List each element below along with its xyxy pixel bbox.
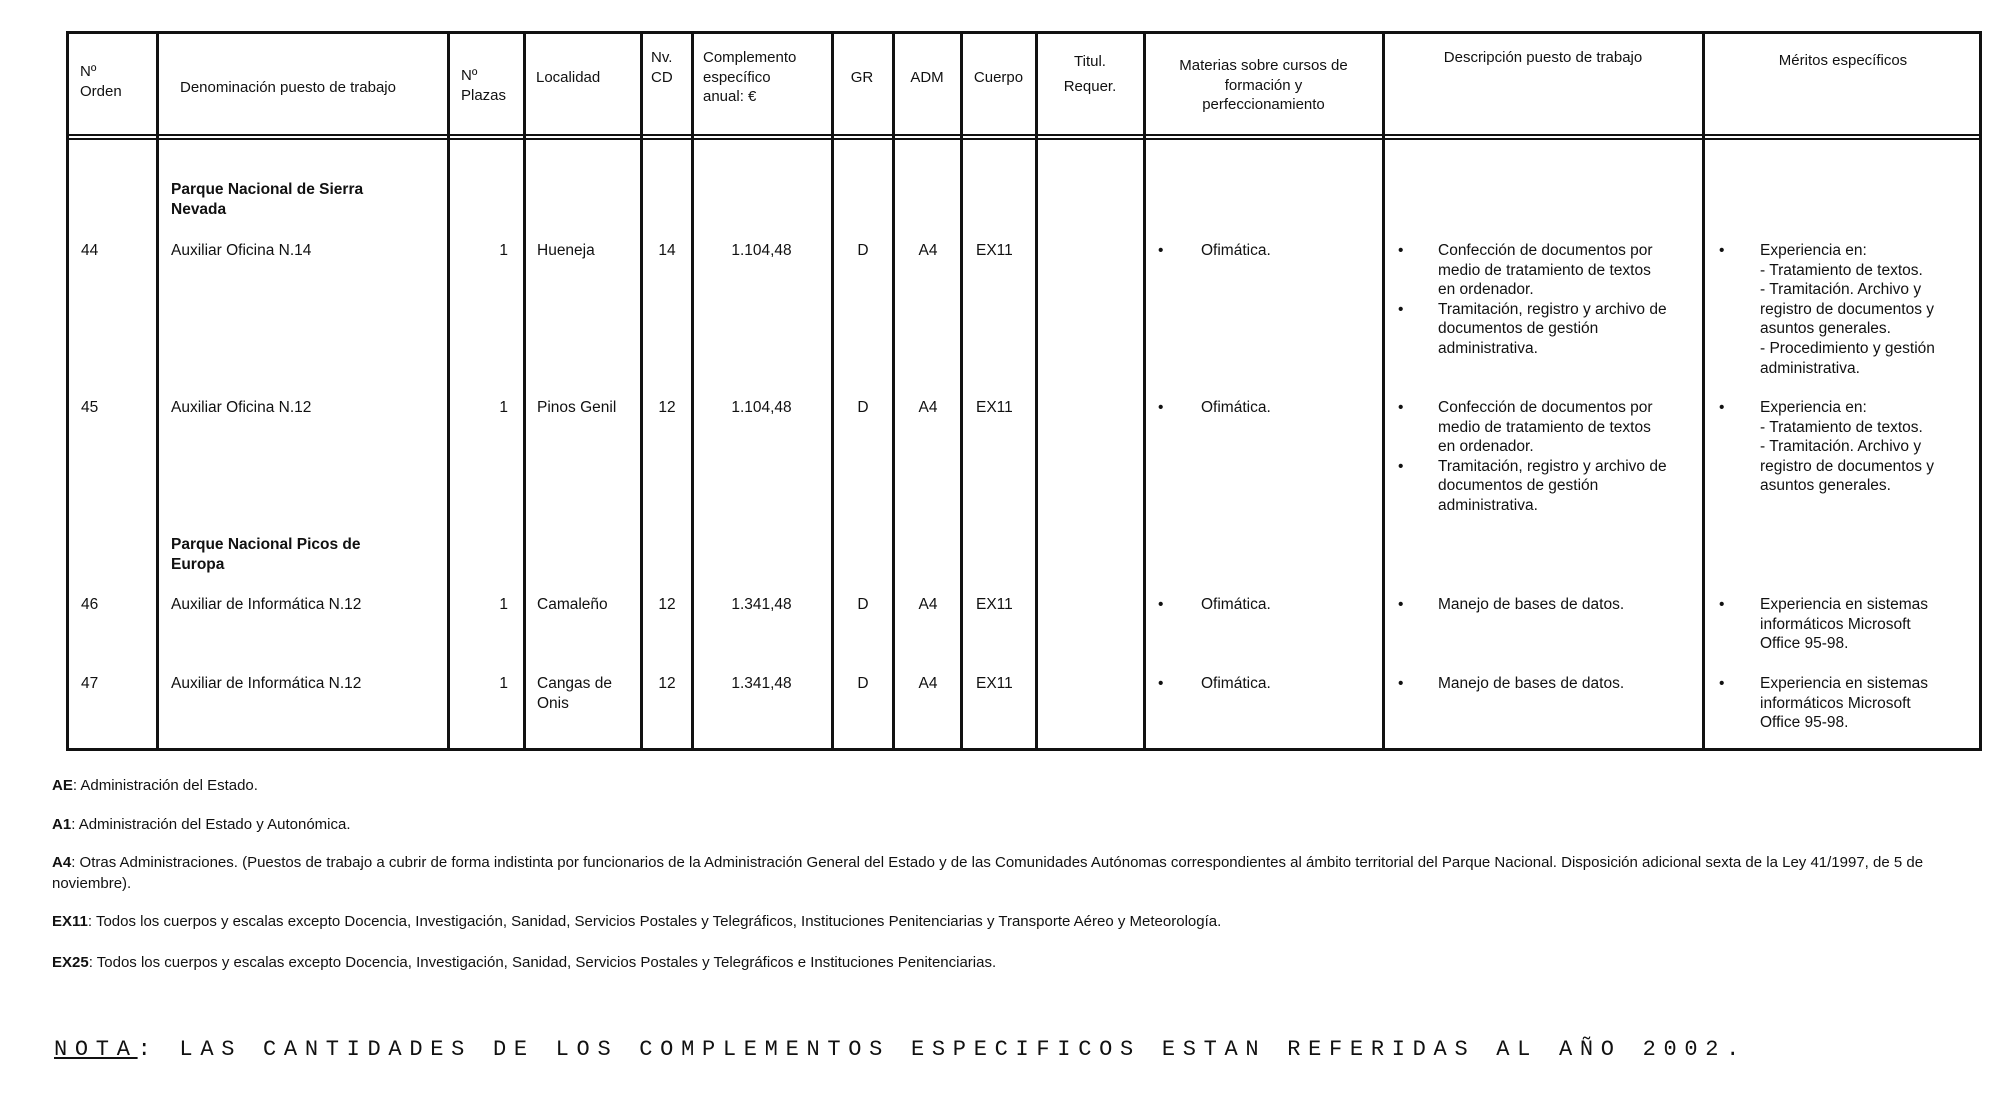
- cell-descripcion-item: Manejo de bases de datos.: [1438, 596, 1625, 613]
- header-nivel-cd: Nv. CD: [651, 49, 673, 86]
- footnote-code: EX11: [52, 913, 88, 930]
- cell-materias-item: Ofimática.: [1201, 399, 1271, 416]
- cell-denominacion: Auxiliar de Informática N.12: [171, 596, 362, 613]
- cell-materias-item: Ofimática.: [1201, 596, 1271, 613]
- cell-meritos-item: Experiencia en: - Tratamiento de textos. - Tramitación. Archivo y registro de documentos y asuntos generales. - Procedimiento y gestión administrativa.: [1760, 242, 1935, 377]
- nota-text: : LAS CANTIDADES DE LOS COMPLEMENTOS ESPECIFICOS ESTAN REFERIDAS AL AÑO 2002.: [137, 1037, 1748, 1062]
- cell-complemento: 1.341,48: [731, 675, 792, 692]
- column-divider: [892, 31, 895, 751]
- bullet-icon: •: [1158, 675, 1164, 692]
- bullet-icon: •: [1398, 596, 1404, 613]
- cell-complemento: 1.104,48: [731, 242, 792, 259]
- cell-plazas: 1: [499, 596, 508, 613]
- header-orden: Nº Orden: [80, 63, 122, 100]
- footnote-text: : Administración del Estado y Autonómica.: [71, 816, 351, 833]
- header-meritos: Méritos específicos: [1778, 52, 1908, 69]
- footnote-code: EX25: [52, 954, 89, 971]
- cell-localidad: Pinos Genil: [537, 399, 617, 416]
- cell-cuerpo: EX11: [976, 399, 1013, 416]
- column-divider: [831, 31, 834, 751]
- footnote-text: : Todos los cuerpos y escalas excepto Docencia, Investigación, Sanidad, Servicios Postales y Telegráficos e Instituciones Penitenciarias.: [88, 954, 997, 971]
- bullet-icon: •: [1158, 399, 1164, 416]
- cell-meritos-item: Experiencia en sistemas informáticos Microsoft Office 95-98.: [1760, 675, 1928, 732]
- cell-orden: 45: [81, 399, 99, 416]
- bullet-icon: •: [1398, 675, 1404, 692]
- cell-localidad: Camaleño: [537, 596, 608, 613]
- cell-gr: D: [857, 596, 869, 613]
- bullet-icon: •: [1398, 457, 1404, 475]
- cell-cuerpo: EX11: [976, 596, 1013, 613]
- cell-cuerpo: EX11: [976, 675, 1013, 692]
- cell-orden: 47: [81, 675, 99, 692]
- column-divider: [447, 31, 450, 751]
- cell-descripcion-item: Confección de documentos por medio de tratamiento de textos en ordenador.: [1438, 242, 1653, 299]
- cell-localidad: Hueneja: [537, 242, 595, 259]
- cell-complemento: 1.341,48: [731, 596, 792, 613]
- header-plazas: Nº Plazas: [461, 67, 507, 104]
- header-complemento: Complemento específico anual: €: [703, 49, 797, 105]
- cell-meritos-item: Experiencia en sistemas informáticos Microsoft Office 95-98.: [1760, 596, 1928, 653]
- footnote: [52, 852, 1977, 894]
- column-divider: [1035, 31, 1038, 751]
- cell-nivel: 12: [658, 675, 676, 692]
- cell-gr: D: [857, 242, 869, 259]
- footnote-text: : Otras Administraciones. (Puestos de trabajo a cubrir de forma indistinta por funcionarios de la Administración General del Estado y de las Comunidades Autónomas correspondientes al ámbito territorial del Parque Nacional. Disposición adicional sexta de la Ley 41/1997, de 5 de noviembre).: [52, 854, 1924, 892]
- cell-nivel: 12: [658, 399, 676, 416]
- cell-localidad: Cangas de Onis: [537, 675, 612, 712]
- header-divider: [66, 138, 1982, 140]
- cell-gr: D: [857, 399, 869, 416]
- bullet-icon: •: [1719, 675, 1725, 692]
- cell-nivel: 12: [658, 596, 676, 613]
- header-denominacion: Denominación puesto de trabajo: [180, 79, 396, 96]
- column-divider: [523, 31, 526, 751]
- footnote: [52, 952, 1977, 973]
- cell-descripcion-item: Tramitación, registro y archivo de documentos de gestión administrativa.: [1438, 300, 1667, 357]
- cell-adm: A4: [918, 675, 938, 692]
- header-divider: [66, 134, 1982, 136]
- section-heading: Parque Nacional de Sierra Nevada: [171, 181, 364, 218]
- cell-meritos-item: Experiencia en: - Tratamiento de textos. - Tramitación. Archivo y registro de documentos y asuntos generales.: [1760, 399, 1935, 495]
- bullet-icon: •: [1398, 300, 1404, 318]
- nota-label: NOTA: [54, 1037, 138, 1062]
- header-adm: ADM: [910, 69, 944, 86]
- header-gr: GR: [850, 69, 874, 86]
- cell-cuerpo: EX11: [976, 242, 1013, 259]
- cell-orden: 46: [81, 596, 99, 613]
- cell-plazas: 1: [499, 675, 508, 692]
- header-localidad: Localidad: [536, 69, 601, 86]
- bullet-icon: •: [1398, 399, 1404, 416]
- cell-descripcion-item: Confección de documentos por medio de tratamiento de textos en ordenador.: [1438, 399, 1653, 456]
- cell-adm: A4: [918, 596, 938, 613]
- cell-descripcion-item: Manejo de bases de datos.: [1438, 675, 1625, 692]
- cell-plazas: 1: [499, 399, 508, 416]
- header-descripcion: Descripción puesto de trabajo: [1443, 49, 1643, 66]
- nota: [54, 1037, 1748, 1062]
- header-materias: Materias sobre cursos de formación y perfeccionamiento: [1179, 57, 1348, 113]
- bullet-icon: •: [1719, 596, 1725, 613]
- bullet-icon: •: [1719, 242, 1725, 259]
- footnote: [52, 911, 1977, 932]
- column-divider: [691, 31, 694, 751]
- bullet-icon: •: [1158, 596, 1164, 613]
- header-titul: Titul. Requer.: [1063, 53, 1117, 95]
- section-heading: Parque Nacional Picos de Europa: [171, 536, 361, 573]
- cell-materias-item: Ofimática.: [1201, 242, 1271, 259]
- footnote: [52, 775, 1977, 796]
- column-divider: [1702, 31, 1705, 751]
- cell-orden: 44: [81, 242, 99, 259]
- header-cuerpo: Cuerpo: [973, 69, 1024, 86]
- cell-gr: D: [857, 675, 869, 692]
- cell-adm: A4: [918, 242, 938, 259]
- column-divider: [1143, 31, 1146, 751]
- column-divider: [960, 31, 963, 751]
- cell-denominacion: Auxiliar Oficina N.14: [171, 242, 312, 259]
- footnote-text: : Administración del Estado.: [72, 777, 258, 794]
- cell-descripcion-item: Tramitación, registro y archivo de documentos de gestión administrativa.: [1438, 457, 1667, 514]
- bullet-icon: •: [1158, 242, 1164, 259]
- cell-denominacion: Auxiliar Oficina N.12: [171, 399, 312, 416]
- bullet-icon: •: [1719, 399, 1725, 416]
- column-divider: [1382, 31, 1385, 751]
- cell-adm: A4: [918, 399, 938, 416]
- footnote-code: A1: [52, 816, 72, 833]
- bullet-icon: •: [1398, 242, 1404, 259]
- footnote-text: : Todos los cuerpos y escalas excepto Docencia, Investigación, Sanidad, Servicios Postales y Telegráficos, Instituciones Penitenciarias y Transporte Aéreo y Meteorología.: [87, 913, 1222, 930]
- footnote-code: AE: [52, 777, 73, 794]
- cell-complemento: 1.104,48: [731, 399, 792, 416]
- column-divider: [156, 31, 159, 751]
- cell-materias-item: Ofimática.: [1201, 675, 1271, 692]
- cell-plazas: 1: [499, 242, 508, 259]
- cell-nivel: 14: [658, 242, 676, 259]
- column-divider: [640, 31, 643, 751]
- cell-denominacion: Auxiliar de Informática N.12: [171, 675, 362, 692]
- footnote-code: A4: [52, 854, 72, 871]
- footnote: [52, 814, 1977, 835]
